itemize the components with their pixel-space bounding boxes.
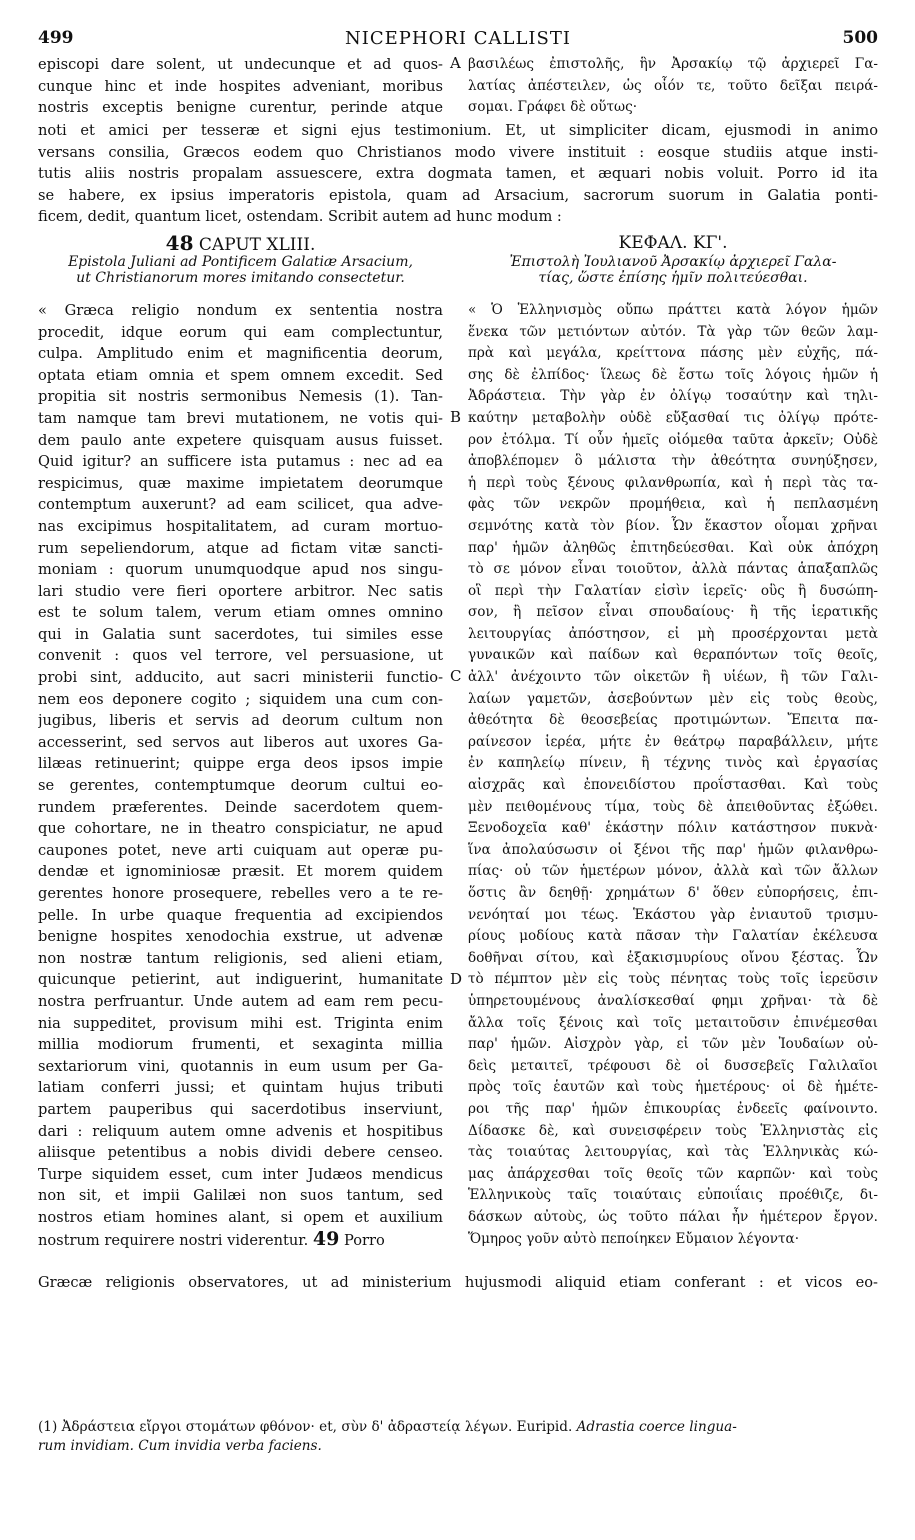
- latin-line: accesserint, sed servos aut liberos aut uxores Ga-: [38, 733, 443, 751]
- latin-line: est te solum talem, verum etiam omnes omnino: [38, 604, 443, 622]
- latin-line: propitia sit nostris sermonibus Nemesis (1). Tan-: [38, 388, 443, 406]
- top-left-column: [38, 54, 443, 119]
- section-number-48: 48: [165, 230, 194, 255]
- latin-line: millia modiorum frumenti, et sexaginta millia: [38, 1036, 443, 1054]
- margin-marker-c: C: [450, 666, 462, 685]
- greek-subtitle-1: Ἐπιστολὴ Ἰουλιανοῦ Ἀρσακίῳ ἀρχιερεῖ Γαλα-: [509, 253, 837, 270]
- latin-line: dari : reliquum autem omne advenis et hospitibus: [38, 1122, 443, 1140]
- greek-line: ἄλλα τοῖς ξένοις καὶ τοῖς μεταιτοῦσιν ἐπινέμεσθαι: [468, 1014, 878, 1031]
- latin-line: nia suppeditet, provisum mihi est. Triginta enim: [38, 1014, 443, 1032]
- greek-line: παρ' ἡμῶν. Αἰσχρὸν γὰρ, εἰ τῶν μὲν Ἰουδαίων οὐ-: [468, 1036, 878, 1053]
- final-full-line: Græcæ religionis observatores, ut ad ministerium hujusmodi aliquid etiam conferant : et vicos eo-: [38, 1273, 878, 1291]
- latin-line: cunque hinc et inde hospites adveniant, moribus: [38, 77, 443, 95]
- latin-line-text: nostrum requirere nostri viderentur.: [38, 1231, 309, 1249]
- latin-heading: [38, 232, 443, 286]
- greek-line: ἀθεότητα δὲ θεοσεβείας προτιμώντων. Ἔπειτα πα-: [468, 712, 878, 729]
- page-number-left: 499: [38, 28, 74, 48]
- greek-line: ρον ἐτόλμα. Τί οὖν ἡμεῖς οἰόμεθα ταῦτα ἀρκεῖν; Οὐδὲ: [468, 431, 878, 448]
- greek-line: νενόηταί μοι τέως. Ἑκάστου γὰρ ἐνιαυτοῦ τρισμυ-: [468, 906, 878, 923]
- latin-line: pelle. In urbe quaque frequentia ad excipiendos: [38, 906, 443, 924]
- latin-line: nostros etiam homines alant, si opem et auxilium: [38, 1208, 443, 1226]
- text-line: tutis aliis nostris propalam assuescere, extra dogmata tamen, et æquari nobis voluit. Porro id ita: [38, 165, 878, 183]
- latin-line: non nostræ tantum religionis, sed alieni etiam,: [38, 949, 443, 967]
- top-right-column: [468, 54, 878, 119]
- latin-line-tail: Porro: [344, 1231, 385, 1249]
- latin-line: caupones potet, neve arti cuiquam aut operæ pu-: [38, 841, 443, 859]
- greek-column: [468, 300, 878, 1250]
- latin-line: dendæ et ignominiosæ præsit. Et morem quidem: [38, 863, 443, 881]
- greek-line: « Ὁ Ἑλληνισμὸς οὔπω πράττει κατὰ λόγον ἡμῶν: [468, 301, 878, 318]
- latin-line: optata etiam omnia et spem omnem excedit. Sed: [38, 366, 443, 384]
- main-two-column: [38, 300, 878, 1272]
- latin-line: moniam : quorum unumquodque apud nos singu-: [38, 561, 443, 579]
- page: [38, 28, 878, 1294]
- greek-line: βασιλέως ἐπιστολῆς, ἣν Ἀρσακίῳ τῷ ἀρχιερεῖ Γα-: [468, 56, 878, 72]
- footnote-line-1b: Adrastia coerce lingua-: [576, 1419, 737, 1435]
- latin-line: Quid igitur? an sufficere ista putamus : nec ad ea: [38, 453, 443, 471]
- greek-line: ὑπηρετουμένους ἀναλίσκεσθαί φημι χρῆναι· τὰ δὲ: [468, 992, 878, 1009]
- greek-line: σομαι. Γράφει δὲ οὕτως·: [468, 99, 638, 116]
- greek-line: δοθῆναι σίτου, καὶ ἑξακισμυρίους οἴνου ξέστας. Ὧν: [468, 949, 878, 966]
- greek-line: ὅστις ἂν δεηθῇ· χρημάτων δ' ὅθεν εὐπορήσεις, ἐπι-: [468, 885, 878, 901]
- latin-line: que cohortare, ne in theatro conspiciatur, ne apud: [38, 820, 443, 838]
- greek-line: γυναικῶν καὶ παίδων καὶ θεραπόντων τοῖς θεοῖς,: [468, 647, 878, 664]
- margin-marker-a: A: [450, 54, 461, 72]
- latin-line: jugibus, liberis et servis ad deorum cultum non: [38, 712, 443, 730]
- section-number-49: 49: [312, 1228, 340, 1250]
- top-two-column: [38, 54, 878, 120]
- greek-line: Ὅμηρος γοῦν αὐτὸ πεποίηκεν Εὔμαιον λέγοντα·: [468, 1230, 800, 1247]
- latin-line: benigne hospites xenodochia exstrue, ut advenæ: [38, 928, 443, 946]
- latin-line: qui in Galatia sunt sacerdotes, tui similes esse: [38, 625, 443, 643]
- footnote-line-2: rum invidiam. Cum invidia verba faciens.: [38, 1438, 322, 1454]
- greek-line: λατίας ἀπέστειλεν, ὡς οἷόν τε, τοῦτο δεῖξαι πειρά-: [468, 77, 878, 94]
- greek-line: ραίνεσον ἱερέα, μήτε ἐν θεάτρῳ παραβάλλειν, μήτε: [468, 733, 878, 750]
- full-width-paragraph: [38, 120, 878, 228]
- latin-line: lari studio vere fieri oportere arbitror. Nec satis: [38, 582, 443, 600]
- text-line: noti et amici per tesseræ et signi ejus testimonium. Et, ut simpliciter dicam, ejusmodi in animo: [38, 122, 878, 139]
- greek-line: σεμνότης κατὰ τὸν βίον. Ὧν ἕκαστον οἶομαι χρῆναι: [468, 517, 878, 534]
- latin-line: respicimus, quæ maxime impietatem deorumque: [38, 474, 443, 492]
- greek-line: τὸ σε μόνον εἶναι τοιοῦτον, ἀλλὰ πάντας ἁπαξαπλῶς: [468, 561, 878, 578]
- greek-line: ἕνεκα τῶν μετιόντων αὐτόν. Τὰ γὰρ τῶν θεῶν λαμ-: [468, 323, 878, 340]
- greek-line: μας ἀπάρχεσθαι τοῖς θεοῖς τῶν καρπῶν· καὶ τοὺς: [468, 1165, 878, 1182]
- greek-line: καύτην μεταβολὴν οὐδὲ εὔξασθαί τις ὀλίγῳ πρότε-: [468, 409, 878, 426]
- text-line: se habere, ex ipsius imperatoris epistola, quam ad Arsacium, sacrorum suorum in Galatia ponti-: [38, 186, 878, 204]
- greek-line: ἡ περὶ τοὺς ξένους φιλανθρωπία, καὶ ἡ περὶ τὰς τα-: [468, 474, 878, 491]
- greek-line: τὰς τοιαύτας λειτουργίας, καὶ τὰς Ἑλληνικὰς κώ-: [468, 1144, 878, 1161]
- latin-line: se gerentes, contemptumque deorum cultui eo-: [38, 777, 443, 795]
- latin-line: nostra perfruantur. Unde autem ad eam rem pecu-: [38, 992, 443, 1010]
- footnote-line-1a: (1) Ἀδράστεια εἴργοι στομάτων φθόνον· et, σὺν δ' ἀδραστείᾳ λέγων. Euripid.: [38, 1419, 573, 1435]
- latin-line: latiam conferri jussi; et quintam hujus tributi: [38, 1079, 443, 1097]
- latin-line: sextariorum vini, quotannis in eum usum per Ga-: [38, 1057, 443, 1075]
- latin-subtitle-2: ut Christianorum mores imitando consectetur.: [76, 269, 405, 286]
- greek-line: ἀποβλέπομεν ὃ μάλιστα τὴν ἀθεότητα συνηύξησεν,: [468, 453, 878, 470]
- footnote: [38, 1418, 878, 1456]
- greek-line: σον, ἢ πεῖσον εἶναι σπουδαίους· ἢ τῆς ἱερατικῆς: [468, 604, 878, 621]
- greek-line: πίας· οὐ τῶν ἡμετέρων μόνον, ἀλλὰ καὶ τῶν ἄλλων: [468, 863, 878, 880]
- greek-line: μὲν πειθομένους τίμα, τοὺς δὲ ἀπειθοῦντας ἐξώθει.: [468, 798, 878, 815]
- greek-line: λαίων γαμετῶν, ἀσεβούντων μὲν εἰς τοὺς θεοὺς,: [468, 690, 878, 707]
- running-head: [38, 28, 878, 54]
- greek-line: δάσκων αὐτοὺς, ὡς τοῦτο πάλαι ἦν ἡμέτερον ἔργον.: [468, 1208, 878, 1225]
- greek-line: Ξενοδοχεῖα καθ' ἑκάστην πόλιν κατάστησον πυκνὰ·: [468, 820, 878, 837]
- greek-line: φὰς τῶν νεκρῶν προμήθεια, καὶ ἡ πεπλασμένη: [468, 496, 878, 513]
- greek-line: ροι τῆς παρ' ἡμῶν ἐπικουρίας ἐνδεεῖς φαίνοιντο.: [468, 1100, 878, 1117]
- latin-line: culpa. Amplitudo enim et magnificentia deorum,: [38, 345, 443, 363]
- greek-line: σης δὲ ἐλπίδος· ἵλεως δὲ ἔστω τοῖς λόγοις ἡμῶν ἡ: [468, 366, 878, 383]
- latin-line: dem paulo ante expetere quisquam ausus fuisset.: [38, 431, 443, 449]
- running-title: NICEPHORI CALLISTI: [345, 28, 571, 49]
- latin-line: aliisque petentibus a nobis dividi debere censeo.: [38, 1144, 443, 1162]
- latin-column: [38, 300, 443, 1250]
- latin-line: nem eos deponere cogito ; siquidem una cum con-: [38, 690, 443, 708]
- greek-line: οἳ περὶ τὴν Γαλατίαν εἰσὶν ἱερεῖς· οὓς ἢ δυσώπη-: [468, 582, 878, 599]
- latin-caput: CAPUT XLIII.: [198, 234, 316, 255]
- greek-line: πρὸς τοῖς ἑαυτῶν καὶ τοὺς ἡμετέρους· οἱ δὲ ἡμέτε-: [468, 1079, 878, 1096]
- latin-line: rundem præferentes. Deinde sacerdotem quem-: [38, 798, 443, 816]
- text-line: versans consilia, Græcos eodem quo Christianos modo vivere instituit : eosque studiis atque insti-: [38, 143, 878, 161]
- greek-line: τὸ πέμπτον μὲν εἰς τοὺς πένητας τοὺς τοῖς ἱερεῦσιν: [468, 971, 878, 988]
- greek-line: δεὶς μεταιτεῖ, τρέφουσι δὲ οἱ δυσσεβεῖς Γαλιλαῖοι: [468, 1057, 878, 1074]
- text-line: ficem, dedit, quantum licet, ostendam. Scribit autem ad hunc modum :: [38, 208, 562, 226]
- greek-line: Δίδασκε δὲ, καὶ συνεισφέρειν τοὺς Ἑλληνιστὰς εἰς: [468, 1122, 878, 1139]
- latin-line: episcopi dare solent, ut undecunque et ad quos-: [38, 56, 443, 73]
- latin-line: probi sint, adducito, aut sacri ministerii functio-: [38, 669, 443, 687]
- latin-line: procedit, idque eorum qui eam complectuntur,: [38, 323, 443, 341]
- greek-line: λειτουργίας ἀπόστησον, εἰ μὴ προσέρχονται μετὰ: [468, 625, 878, 642]
- latin-line: lilæas retinuerint; quippe erga deos ipsos impie: [38, 755, 443, 773]
- latin-line: nas excipimus hospitalitatem, ad curam mortuo-: [38, 517, 443, 535]
- page-number-right: 500: [842, 28, 878, 48]
- latin-line: quicunque petierint, aut indiguerint, humanitate: [38, 971, 443, 989]
- latin-line: contemptum auxerunt? ad eam scilicet, qua adve-: [38, 496, 443, 514]
- latin-subtitle-1: Epistola Juliani ad Pontificem Galatiæ Arsacium,: [68, 253, 413, 270]
- latin-line: non sit, et impii Galilæi non suos tantum, sed: [38, 1187, 443, 1205]
- margin-marker-d: D: [450, 969, 463, 988]
- chapter-headings: [38, 232, 878, 294]
- latin-line: partem pauperibus qui sacerdotibus inserviunt,: [38, 1100, 443, 1118]
- greek-subtitle-2: τίας, ὥστε ἐπίσης ἡμῖν πολιτεύεσθαι.: [538, 269, 808, 286]
- latin-line: nostris exceptis benigne curentur, perinde atque: [38, 99, 443, 117]
- greek-line: ἐν καπηλείῳ πίνειν, ἢ τέχνης τινὸς καὶ ἐργασίας: [468, 755, 878, 772]
- greek-line: πρὰ καὶ μεγάλα, κρείττονα πάσης μὲν εὐχῆς, πά-: [468, 345, 878, 362]
- greek-line: ἀλλ' ἀνέχοιντο τῶν οἰκετῶν ἢ υἱέων, ἢ τῶν Γαλι-: [468, 669, 878, 686]
- latin-line: Turpe siquidem esset, cum inter Judæos mendicus: [38, 1165, 443, 1183]
- greek-line: ρίους μοδίους κατὰ πᾶσαν τὴν Γαλατίαν ἐκέλευσα: [468, 928, 878, 945]
- greek-line: ἵνα ἀπολαύσωσιν οἱ ξένοι τῆς παρ' ἡμῶν φιλανθρω-: [468, 841, 878, 858]
- greek-line: παρ' ἡμῶν ἀληθῶς ἐπιτηδεύεσθαι. Καὶ οὐκ ἀπόχρη: [468, 539, 878, 556]
- greek-line: αἰσχρᾶς καὶ ἐπονειδίστου προΐστασθαι. Καὶ τοὺς: [468, 777, 878, 794]
- latin-line: gerentes honore prosequere, rebelles vero a te re-: [38, 885, 443, 902]
- latin-line: rum sepeliendorum, atque ad fictam vitæ sancti-: [38, 539, 443, 557]
- greek-caput: ΚΕΦΑΛ. ΚΓ'.: [618, 232, 728, 253]
- latin-line: [38, 1229, 443, 1251]
- greek-heading: [468, 232, 878, 286]
- latin-line: « Græca religio nondum ex sententia nostra: [38, 301, 443, 319]
- latin-line: convenit : quos vel terrore, vel persuasione, ut: [38, 647, 443, 665]
- greek-line: Ἑλληνικοὺς ταῖς τοιαύταις εὐποιΐαις προέθιζε, δι-: [468, 1187, 878, 1204]
- latin-line: tam namque tam brevi mutationem, ne votis qui-: [38, 409, 443, 427]
- margin-marker-b: B: [450, 407, 462, 426]
- greek-line: Ἀδράστεια. Τὴν γὰρ ἐν ὀλίγῳ τοσαύτην καὶ τηλι-: [468, 388, 878, 405]
